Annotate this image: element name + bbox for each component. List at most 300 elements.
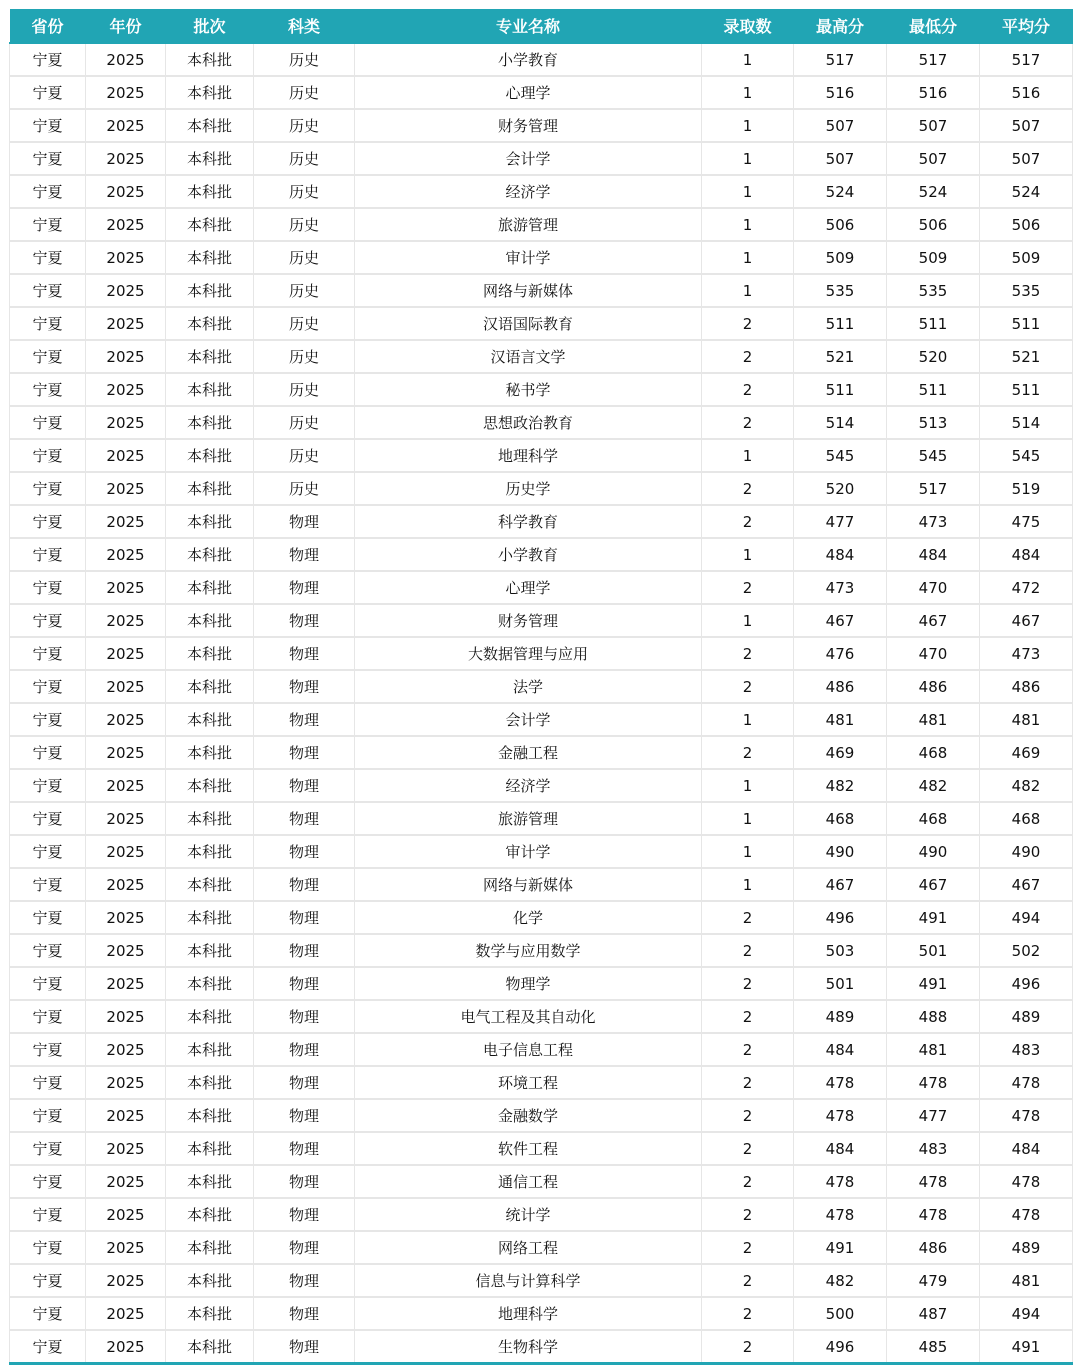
- cell-province: 宁夏: [10, 208, 86, 241]
- cell-batch: 本科批: [166, 1132, 254, 1165]
- cell-major: 心理学: [355, 571, 702, 604]
- cell-admitted: 2: [702, 472, 794, 505]
- cell-avg-score: 489: [980, 1000, 1073, 1033]
- cell-major: 地理科学: [355, 1297, 702, 1330]
- cell-max-score: 484: [794, 538, 887, 571]
- cell-min-score: 488: [887, 1000, 980, 1033]
- cell-admitted: 1: [702, 538, 794, 571]
- cell-admitted: 1: [702, 208, 794, 241]
- cell-category: 物理: [254, 1000, 355, 1033]
- cell-major: 数学与应用数学: [355, 934, 702, 967]
- cell-year: 2025: [86, 340, 166, 373]
- cell-category: 历史: [254, 175, 355, 208]
- table-row: [10, 43, 1073, 76]
- table-row: [10, 670, 1073, 703]
- cell-admitted: 2: [702, 1099, 794, 1132]
- table-row: [10, 1198, 1073, 1231]
- table-row: [10, 802, 1073, 835]
- cell-category: 物理: [254, 1264, 355, 1297]
- cell-province: 宁夏: [10, 1132, 86, 1165]
- cell-province: 宁夏: [10, 1297, 86, 1330]
- table-row: [10, 1000, 1073, 1033]
- cell-year: 2025: [86, 307, 166, 340]
- cell-major: 环境工程: [355, 1066, 702, 1099]
- cell-category: 历史: [254, 208, 355, 241]
- cell-province: 宁夏: [10, 868, 86, 901]
- cell-year: 2025: [86, 1165, 166, 1198]
- cell-max-score: 482: [794, 769, 887, 802]
- cell-year: 2025: [86, 1099, 166, 1132]
- table-row: [10, 241, 1073, 274]
- cell-province: 宁夏: [10, 934, 86, 967]
- cell-year: 2025: [86, 703, 166, 736]
- cell-min-score: 468: [887, 802, 980, 835]
- cell-max-score: 467: [794, 604, 887, 637]
- cell-max-score: 496: [794, 1330, 887, 1364]
- cell-min-score: 478: [887, 1198, 980, 1231]
- cell-max-score: 516: [794, 76, 887, 109]
- cell-province: 宁夏: [10, 604, 86, 637]
- cell-min-score: 486: [887, 1231, 980, 1264]
- cell-province: 宁夏: [10, 703, 86, 736]
- cell-category: 历史: [254, 439, 355, 472]
- cell-max-score: 482: [794, 1264, 887, 1297]
- cell-max-score: 467: [794, 868, 887, 901]
- table-row: [10, 439, 1073, 472]
- cell-avg-score: 516: [980, 76, 1073, 109]
- cell-min-score: 487: [887, 1297, 980, 1330]
- cell-batch: 本科批: [166, 1033, 254, 1066]
- cell-min-score: 482: [887, 769, 980, 802]
- cell-max-score: 469: [794, 736, 887, 769]
- table-row: [10, 1330, 1073, 1364]
- cell-avg-score: 507: [980, 142, 1073, 175]
- cell-major: 汉语言文学: [355, 340, 702, 373]
- cell-year: 2025: [86, 109, 166, 142]
- cell-avg-score: 473: [980, 637, 1073, 670]
- cell-year: 2025: [86, 142, 166, 175]
- cell-batch: 本科批: [166, 670, 254, 703]
- cell-admitted: 1: [702, 43, 794, 76]
- table-body: [10, 43, 1073, 1364]
- cell-admitted: 2: [702, 1066, 794, 1099]
- cell-max-score: 506: [794, 208, 887, 241]
- cell-year: 2025: [86, 373, 166, 406]
- cell-max-score: 484: [794, 1033, 887, 1066]
- cell-major: 秘书学: [355, 373, 702, 406]
- cell-admitted: 2: [702, 1231, 794, 1264]
- cell-major: 审计学: [355, 241, 702, 274]
- cell-max-score: 486: [794, 670, 887, 703]
- cell-category: 历史: [254, 274, 355, 307]
- cell-major: 经济学: [355, 769, 702, 802]
- cell-avg-score: 484: [980, 1132, 1073, 1165]
- cell-batch: 本科批: [166, 637, 254, 670]
- cell-major: 财务管理: [355, 604, 702, 637]
- cell-province: 宁夏: [10, 472, 86, 505]
- cell-category: 物理: [254, 604, 355, 637]
- column-header-province: 省份: [10, 9, 86, 43]
- cell-category: 历史: [254, 241, 355, 274]
- cell-batch: 本科批: [166, 604, 254, 637]
- cell-admitted: 2: [702, 901, 794, 934]
- cell-batch: 本科批: [166, 373, 254, 406]
- cell-year: 2025: [86, 637, 166, 670]
- cell-province: 宁夏: [10, 76, 86, 109]
- cell-category: 历史: [254, 406, 355, 439]
- cell-max-score: 507: [794, 109, 887, 142]
- cell-major: 经济学: [355, 175, 702, 208]
- cell-admitted: 2: [702, 736, 794, 769]
- cell-major: 思想政治教育: [355, 406, 702, 439]
- cell-admitted: 1: [702, 274, 794, 307]
- cell-min-score: 516: [887, 76, 980, 109]
- cell-province: 宁夏: [10, 1264, 86, 1297]
- column-header-avg-score: 平均分: [980, 9, 1073, 43]
- cell-year: 2025: [86, 1066, 166, 1099]
- cell-batch: 本科批: [166, 307, 254, 340]
- column-header-batch: 批次: [166, 9, 254, 43]
- cell-major: 大数据管理与应用: [355, 637, 702, 670]
- cell-major: 财务管理: [355, 109, 702, 142]
- cell-avg-score: 514: [980, 406, 1073, 439]
- cell-min-score: 478: [887, 1165, 980, 1198]
- cell-admitted: 1: [702, 769, 794, 802]
- cell-province: 宁夏: [10, 1033, 86, 1066]
- cell-province: 宁夏: [10, 901, 86, 934]
- cell-max-score: 509: [794, 241, 887, 274]
- cell-category: 物理: [254, 703, 355, 736]
- cell-province: 宁夏: [10, 109, 86, 142]
- cell-major: 网络与新媒体: [355, 274, 702, 307]
- cell-major: 旅游管理: [355, 208, 702, 241]
- cell-max-score: 478: [794, 1198, 887, 1231]
- cell-avg-score: 491: [980, 1330, 1073, 1364]
- table-row: [10, 142, 1073, 175]
- cell-avg-score: 467: [980, 868, 1073, 901]
- cell-min-score: 511: [887, 373, 980, 406]
- cell-avg-score: 483: [980, 1033, 1073, 1066]
- cell-admitted: 1: [702, 604, 794, 637]
- table-row: [10, 1132, 1073, 1165]
- cell-batch: 本科批: [166, 934, 254, 967]
- cell-category: 历史: [254, 340, 355, 373]
- cell-min-score: 479: [887, 1264, 980, 1297]
- cell-province: 宁夏: [10, 736, 86, 769]
- cell-major: 小学教育: [355, 538, 702, 571]
- table-row: [10, 175, 1073, 208]
- cell-batch: 本科批: [166, 1297, 254, 1330]
- cell-major: 法学: [355, 670, 702, 703]
- cell-year: 2025: [86, 472, 166, 505]
- cell-batch: 本科批: [166, 340, 254, 373]
- cell-batch: 本科批: [166, 1066, 254, 1099]
- cell-admitted: 1: [702, 835, 794, 868]
- cell-major: 网络工程: [355, 1231, 702, 1264]
- cell-category: 历史: [254, 76, 355, 109]
- cell-category: 物理: [254, 1033, 355, 1066]
- cell-batch: 本科批: [166, 142, 254, 175]
- cell-max-score: 511: [794, 373, 887, 406]
- cell-province: 宁夏: [10, 1330, 86, 1364]
- cell-batch: 本科批: [166, 868, 254, 901]
- cell-batch: 本科批: [166, 571, 254, 604]
- cell-admitted: 1: [702, 109, 794, 142]
- cell-major: 金融数学: [355, 1099, 702, 1132]
- cell-admitted: 2: [702, 406, 794, 439]
- cell-min-score: 507: [887, 109, 980, 142]
- cell-min-score: 481: [887, 703, 980, 736]
- cell-province: 宁夏: [10, 175, 86, 208]
- cell-province: 宁夏: [10, 769, 86, 802]
- cell-avg-score: 506: [980, 208, 1073, 241]
- cell-batch: 本科批: [166, 769, 254, 802]
- cell-avg-score: 489: [980, 1231, 1073, 1264]
- cell-year: 2025: [86, 43, 166, 76]
- cell-province: 宁夏: [10, 1099, 86, 1132]
- cell-min-score: 485: [887, 1330, 980, 1364]
- cell-major: 汉语国际教育: [355, 307, 702, 340]
- cell-major: 网络与新媒体: [355, 868, 702, 901]
- cell-batch: 本科批: [166, 109, 254, 142]
- cell-batch: 本科批: [166, 736, 254, 769]
- cell-avg-score: 486: [980, 670, 1073, 703]
- cell-admitted: 1: [702, 76, 794, 109]
- cell-year: 2025: [86, 1000, 166, 1033]
- cell-year: 2025: [86, 1330, 166, 1364]
- table-row: [10, 1066, 1073, 1099]
- cell-max-score: 503: [794, 934, 887, 967]
- cell-max-score: 484: [794, 1132, 887, 1165]
- cell-category: 物理: [254, 538, 355, 571]
- cell-category: 物理: [254, 802, 355, 835]
- cell-admitted: 2: [702, 670, 794, 703]
- cell-major: 会计学: [355, 703, 702, 736]
- cell-batch: 本科批: [166, 901, 254, 934]
- cell-year: 2025: [86, 208, 166, 241]
- cell-min-score: 511: [887, 307, 980, 340]
- cell-min-score: 478: [887, 1066, 980, 1099]
- cell-admitted: 2: [702, 505, 794, 538]
- cell-major: 科学教育: [355, 505, 702, 538]
- table-row: [10, 868, 1073, 901]
- cell-batch: 本科批: [166, 472, 254, 505]
- cell-province: 宁夏: [10, 307, 86, 340]
- cell-admitted: 1: [702, 802, 794, 835]
- cell-avg-score: 496: [980, 967, 1073, 1000]
- cell-max-score: 473: [794, 571, 887, 604]
- cell-max-score: 520: [794, 472, 887, 505]
- cell-batch: 本科批: [166, 1330, 254, 1364]
- table-row: [10, 472, 1073, 505]
- cell-province: 宁夏: [10, 406, 86, 439]
- table-row: [10, 736, 1073, 769]
- cell-avg-score: 472: [980, 571, 1073, 604]
- cell-major: 会计学: [355, 142, 702, 175]
- table-row: [10, 571, 1073, 604]
- cell-batch: 本科批: [166, 76, 254, 109]
- cell-batch: 本科批: [166, 208, 254, 241]
- cell-batch: 本科批: [166, 967, 254, 1000]
- cell-admitted: 2: [702, 934, 794, 967]
- cell-category: 物理: [254, 637, 355, 670]
- table-row: [10, 307, 1073, 340]
- cell-admitted: 2: [702, 1165, 794, 1198]
- cell-major: 化学: [355, 901, 702, 934]
- cell-max-score: 478: [794, 1066, 887, 1099]
- cell-admitted: 2: [702, 637, 794, 670]
- cell-category: 物理: [254, 967, 355, 1000]
- cell-year: 2025: [86, 1198, 166, 1231]
- cell-category: 物理: [254, 1330, 355, 1364]
- cell-batch: 本科批: [166, 1198, 254, 1231]
- cell-year: 2025: [86, 1297, 166, 1330]
- cell-min-score: 468: [887, 736, 980, 769]
- cell-admitted: 2: [702, 307, 794, 340]
- cell-admitted: 1: [702, 142, 794, 175]
- cell-max-score: 545: [794, 439, 887, 472]
- cell-min-score: 484: [887, 538, 980, 571]
- cell-category: 物理: [254, 571, 355, 604]
- cell-max-score: 477: [794, 505, 887, 538]
- cell-year: 2025: [86, 868, 166, 901]
- cell-year: 2025: [86, 505, 166, 538]
- cell-batch: 本科批: [166, 1099, 254, 1132]
- table-row: [10, 637, 1073, 670]
- cell-category: 物理: [254, 1066, 355, 1099]
- cell-avg-score: 545: [980, 439, 1073, 472]
- cell-max-score: 514: [794, 406, 887, 439]
- cell-province: 宁夏: [10, 142, 86, 175]
- cell-min-score: 509: [887, 241, 980, 274]
- cell-max-score: 517: [794, 43, 887, 76]
- cell-min-score: 481: [887, 1033, 980, 1066]
- table-row: [10, 967, 1073, 1000]
- table-row: [10, 901, 1073, 934]
- cell-min-score: 467: [887, 868, 980, 901]
- cell-category: 物理: [254, 934, 355, 967]
- cell-max-score: 501: [794, 967, 887, 1000]
- cell-admitted: 1: [702, 241, 794, 274]
- cell-admitted: 2: [702, 1330, 794, 1364]
- table-header: [10, 9, 1073, 43]
- column-header-category: 科类: [254, 9, 355, 43]
- cell-batch: 本科批: [166, 802, 254, 835]
- cell-max-score: 481: [794, 703, 887, 736]
- cell-category: 历史: [254, 43, 355, 76]
- cell-avg-score: 484: [980, 538, 1073, 571]
- cell-major: 电子信息工程: [355, 1033, 702, 1066]
- cell-batch: 本科批: [166, 43, 254, 76]
- cell-min-score: 490: [887, 835, 980, 868]
- cell-category: 物理: [254, 769, 355, 802]
- cell-year: 2025: [86, 604, 166, 637]
- cell-category: 物理: [254, 505, 355, 538]
- cell-min-score: 483: [887, 1132, 980, 1165]
- cell-year: 2025: [86, 76, 166, 109]
- cell-batch: 本科批: [166, 406, 254, 439]
- cell-category: 物理: [254, 1231, 355, 1264]
- table-row: [10, 934, 1073, 967]
- cell-max-score: 478: [794, 1165, 887, 1198]
- cell-province: 宁夏: [10, 505, 86, 538]
- cell-province: 宁夏: [10, 373, 86, 406]
- cell-batch: 本科批: [166, 703, 254, 736]
- cell-min-score: 520: [887, 340, 980, 373]
- table-row: [10, 703, 1073, 736]
- cell-category: 历史: [254, 472, 355, 505]
- cell-batch: 本科批: [166, 538, 254, 571]
- cell-admitted: 1: [702, 868, 794, 901]
- cell-province: 宁夏: [10, 274, 86, 307]
- cell-admitted: 2: [702, 571, 794, 604]
- cell-category: 物理: [254, 1165, 355, 1198]
- cell-avg-score: 511: [980, 373, 1073, 406]
- cell-major: 通信工程: [355, 1165, 702, 1198]
- cell-min-score: 491: [887, 967, 980, 1000]
- cell-max-score: 476: [794, 637, 887, 670]
- cell-year: 2025: [86, 769, 166, 802]
- cell-major: 地理科学: [355, 439, 702, 472]
- cell-max-score: 535: [794, 274, 887, 307]
- table-row: [10, 1033, 1073, 1066]
- cell-admitted: 2: [702, 1033, 794, 1066]
- cell-year: 2025: [86, 967, 166, 1000]
- cell-province: 宁夏: [10, 1000, 86, 1033]
- cell-major: 统计学: [355, 1198, 702, 1231]
- cell-admitted: 1: [702, 703, 794, 736]
- cell-avg-score: 478: [980, 1099, 1073, 1132]
- table-row: [10, 208, 1073, 241]
- cell-year: 2025: [86, 835, 166, 868]
- cell-province: 宁夏: [10, 571, 86, 604]
- cell-min-score: 517: [887, 43, 980, 76]
- table-row: [10, 1297, 1073, 1330]
- cell-admitted: 2: [702, 1198, 794, 1231]
- cell-max-score: 507: [794, 142, 887, 175]
- cell-category: 物理: [254, 1099, 355, 1132]
- cell-min-score: 470: [887, 571, 980, 604]
- cell-province: 宁夏: [10, 670, 86, 703]
- cell-max-score: 490: [794, 835, 887, 868]
- cell-avg-score: 478: [980, 1066, 1073, 1099]
- cell-year: 2025: [86, 571, 166, 604]
- cell-category: 历史: [254, 307, 355, 340]
- cell-year: 2025: [86, 1231, 166, 1264]
- cell-min-score: 513: [887, 406, 980, 439]
- table-row: [10, 538, 1073, 571]
- cell-admitted: 2: [702, 1264, 794, 1297]
- table-row: [10, 76, 1073, 109]
- cell-year: 2025: [86, 802, 166, 835]
- cell-province: 宁夏: [10, 43, 86, 76]
- cell-min-score: 517: [887, 472, 980, 505]
- cell-avg-score: 507: [980, 109, 1073, 142]
- cell-major: 信息与计算科学: [355, 1264, 702, 1297]
- cell-major: 软件工程: [355, 1132, 702, 1165]
- cell-min-score: 545: [887, 439, 980, 472]
- table-row: [10, 505, 1073, 538]
- cell-admitted: 1: [702, 175, 794, 208]
- cell-avg-score: 494: [980, 901, 1073, 934]
- cell-province: 宁夏: [10, 637, 86, 670]
- cell-category: 物理: [254, 1297, 355, 1330]
- cell-province: 宁夏: [10, 241, 86, 274]
- cell-avg-score: 481: [980, 1264, 1073, 1297]
- cell-category: 物理: [254, 868, 355, 901]
- cell-max-score: 496: [794, 901, 887, 934]
- cell-year: 2025: [86, 934, 166, 967]
